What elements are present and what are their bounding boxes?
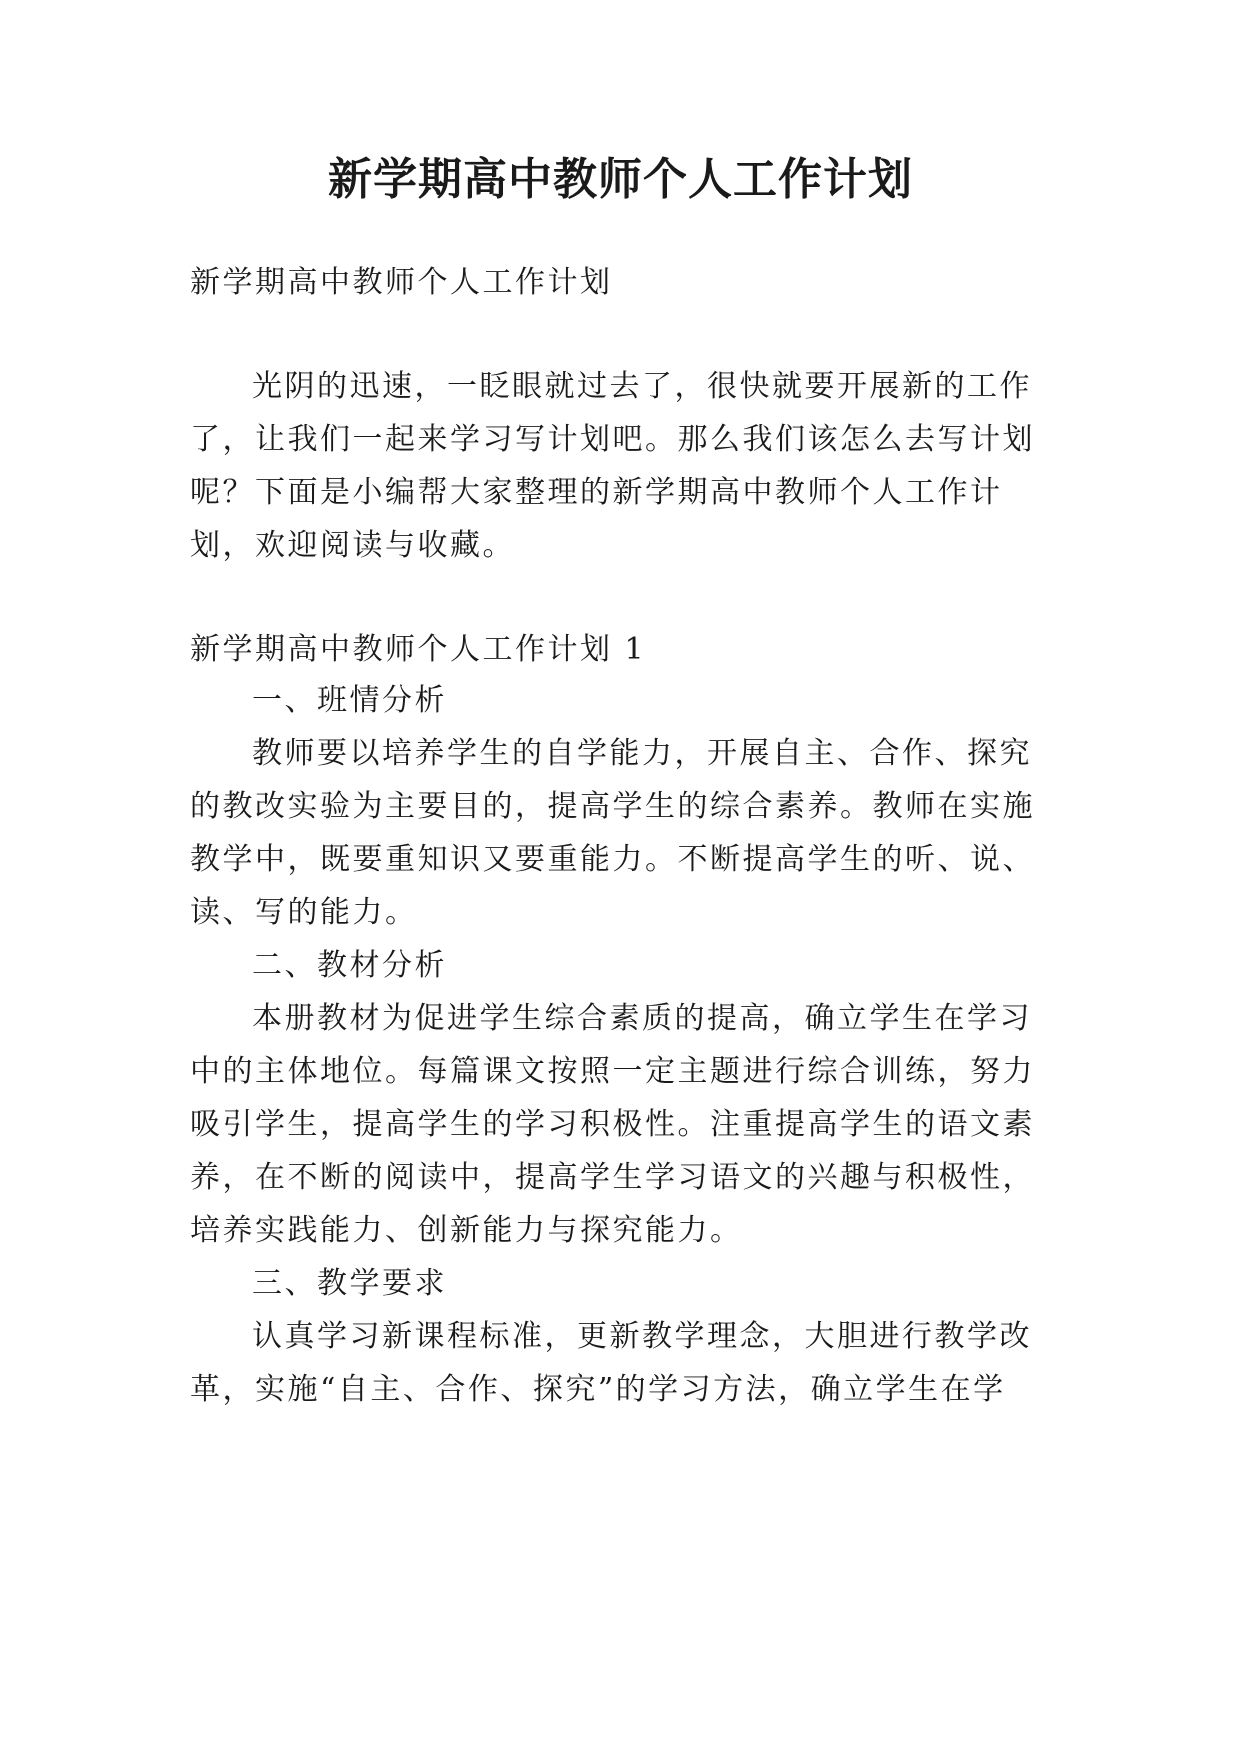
subheading-textbook-analysis: 二、教材分析 [252,948,447,983]
textbook-analysis-line-1: 本册教材为促进学生综合素质的提高，确立学生在学习 [252,1001,1032,1036]
intro-line-2: 了，让我们一起来学习写计划吧。那么我们该怎么去写计划 [190,422,1035,457]
intro-line-1: 光阴的迅速，一眨眼就过去了，很快就要开展新的工作 [252,369,1032,404]
intro-line-3: 呢？下面是小编帮大家整理的新学期高中教师个人工作计 [190,475,1003,510]
class-analysis-line-4: 读、写的能力。 [190,895,418,930]
textbook-analysis-line-3: 吸引学生，提高学生的学习积极性。注重提高学生的语文素 [190,1107,1035,1142]
textbook-analysis-line-2: 中的主体地位。每篇课文按照一定主题进行综合训练，努力 [190,1054,1035,1089]
class-analysis-line-1: 教师要以培养学生的自学能力，开展自主、合作、探究 [252,736,1032,771]
textbook-analysis-line-4: 养，在不断的阅读中，提高学生学习语文的兴趣与积极性， [190,1160,1035,1195]
class-analysis-line-2: 的教改实验为主要目的，提高学生的综合素养。教师在实施 [190,789,1035,824]
textbook-analysis-line-5: 培养实践能力、创新能力与探究能力。 [190,1213,743,1248]
section-heading-1: 新学期高中教师个人工作计划 1 [190,632,647,667]
teaching-requirements-line-1: 认真学习新课程标准，更新教学理念，大胆进行教学改 [252,1319,1032,1354]
intro-line-4: 划，欢迎阅读与收藏。 [190,528,515,563]
subtitle-line: 新学期高中教师个人工作计划 [190,265,613,300]
subheading-class-analysis: 一、班情分析 [252,683,447,718]
document-title: 新学期高中教师个人工作计划 [328,154,913,205]
subheading-teaching-requirements: 三、教学要求 [252,1266,447,1301]
class-analysis-line-3: 教学中，既要重知识又要重能力。不断提高学生的听、说、 [190,842,1035,877]
teaching-requirements-line-2: 革，实施“自主、合作、探究”的学习方法，确立学生在学 [190,1372,1006,1407]
